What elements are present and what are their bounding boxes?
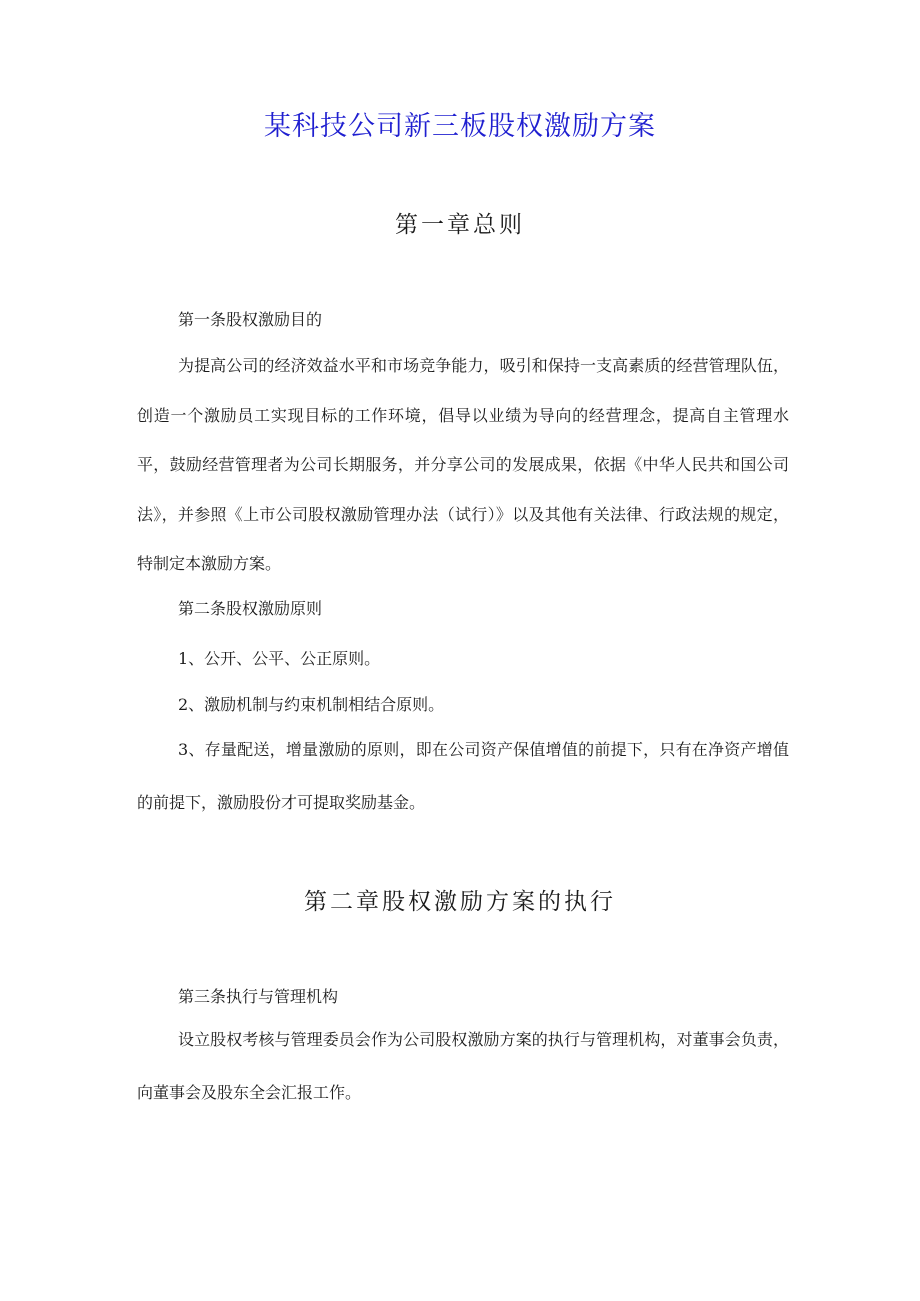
article-2-heading: 第二条股权激励原则: [178, 599, 323, 618]
article-1-heading: 第一条股权激励目的: [178, 310, 323, 329]
chapter-2-heading: 第二章股权激励方案的执行: [304, 889, 616, 915]
article-3-body: 设立股权考核与管理委员会作为公司股权激励方案的执行与管理机构，对董事会负责，向董事会及股东全会汇报工作。: [137, 1030, 789, 1102]
document-title: 某科技公司新三板股权激励方案: [264, 111, 656, 142]
article-2-item-3: 3、存量配送，增量激励的原则，即在公司资产保值增值的前提下，只有在净资产增值的前提下，激励股份才可提取奖励基金。: [137, 740, 789, 812]
article-2-item-1: 1、公开、公平、公正原则。: [178, 649, 381, 668]
article-3-heading: 第三条执行与管理机构: [178, 987, 339, 1006]
chapter-1-heading: 第一章总则: [395, 212, 525, 238]
article-2-item-2: 2、激励机制与约束机制相结合原则。: [178, 695, 445, 714]
article-1-body: 为提高公司的经济效益水平和市场竞争能力，吸引和保持一支高素质的经营管理队伍，创造一个激励员工实现目标的工作环境，倡导以业绩为导向的经营理念，提高自主管理水平，鼓励经营管理者为公司长期服务，并分享公司的发展成果，依据《中华人民共和国公司法》，并参照《上市公司股权激励管理办法（试行）》以及其他有关法律、行政法规的规定，特制定本激励方案。: [137, 356, 789, 573]
